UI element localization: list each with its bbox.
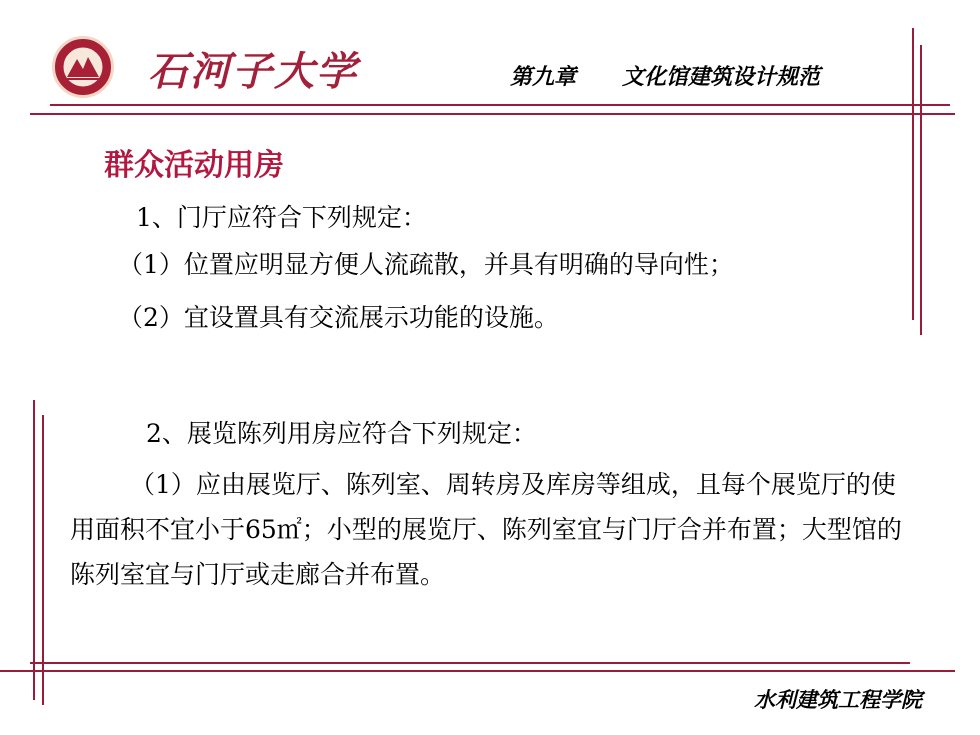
footer-vertical-line-1 (33, 400, 35, 700)
mountain-emblem-icon (55, 39, 111, 95)
header-line-top (50, 104, 950, 106)
item1-heading: 1、门厅应符合下列规定： (136, 203, 427, 232)
footer-line-top (30, 662, 910, 664)
chapter-number: 第九章 (510, 65, 577, 90)
item2-paragraph: （1）应由展览厅、陈列室、周转房及库房等组成，且每个展览厅的使用面积不宜小于65㎡；小型的展览厅、陈列室宜与门厅合并布置；大型馆的陈列室宜与门厅或走廊合并布置。 (70, 470, 902, 589)
item1-sub1: （1）位置应明显方便人流疏散，并具有明确的导向性； (118, 250, 734, 279)
header-vertical-line-2 (920, 45, 922, 335)
footer-line-bottom (0, 670, 955, 672)
item2-heading: 2、展览陈列用房应符合下列规定： (146, 419, 537, 448)
chapter-title: 文化馆建筑设计规范 (622, 65, 821, 90)
header-line-bottom (30, 113, 955, 115)
item1-sub2: （2）宜设置具有交流展示功能的设施。 (118, 303, 559, 332)
footer-vertical-line-2 (42, 415, 44, 705)
university-logo (52, 36, 114, 98)
college-name: 水利建筑工程学院 (754, 688, 922, 712)
header-vertical-line-1 (912, 28, 914, 320)
university-name: 石河子大学 (148, 48, 358, 95)
section-title: 群众活动用房 (104, 148, 284, 183)
